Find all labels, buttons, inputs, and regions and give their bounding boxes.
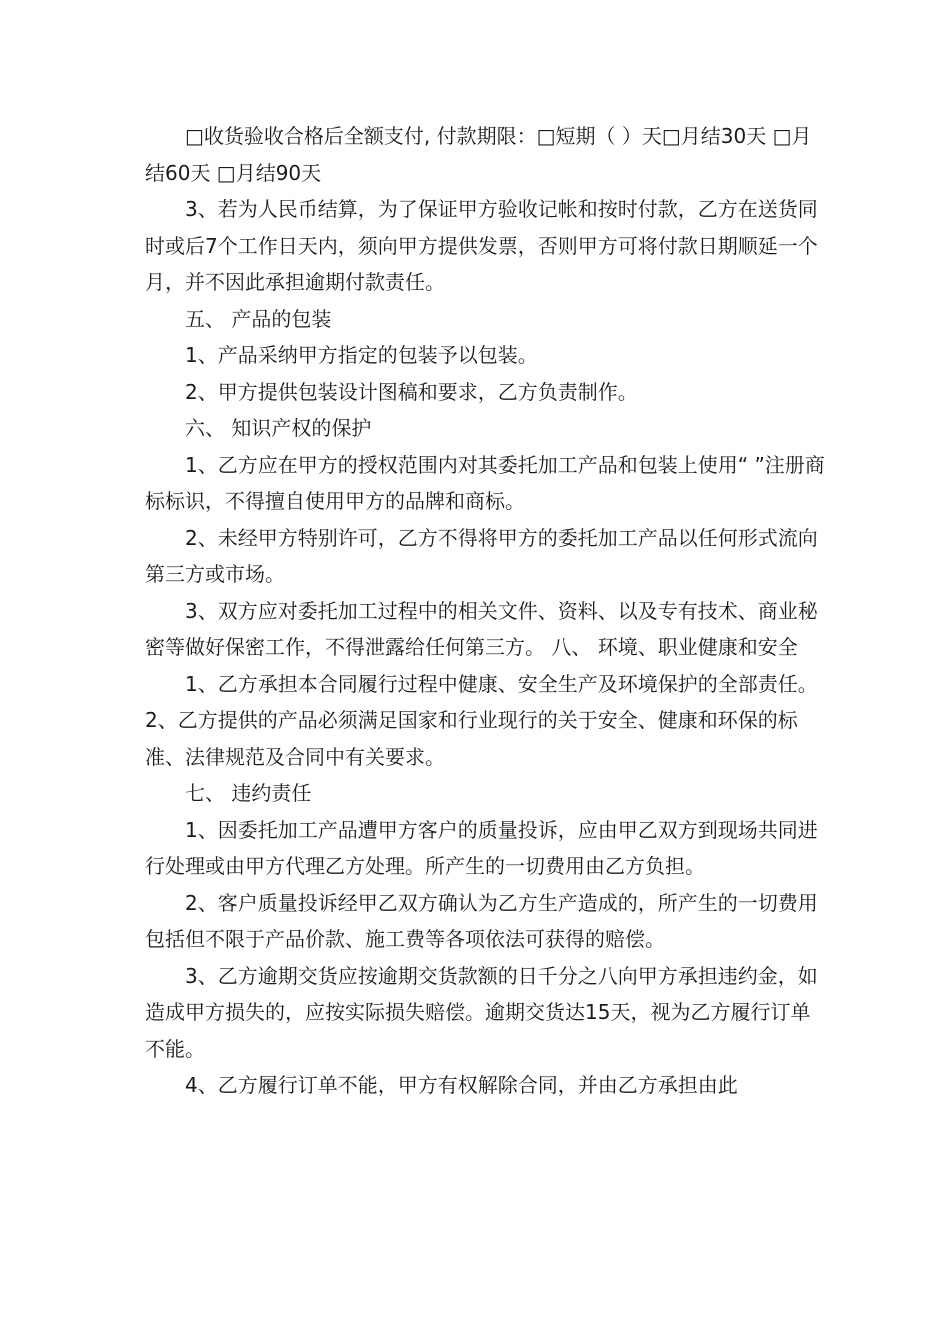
payment-terms-options: □收货验收合格后全额支付, 付款期限：□短期（ ）天□月结30天 □月结60天 □月结90天 <box>145 124 812 185</box>
clause-packaging-1: 1、产品采纳甲方指定的包装予以包装。 <box>185 343 538 367</box>
clause-liability-2: 2、客户质量投诉经甲乙双方确认为乙方生产造成的，所产生的一切费用包括但不限于产品价款、施工费等各项依法可获得的赔偿。 <box>145 890 818 951</box>
clause-liability-1: 1、因委托加工产品遭甲方客户的质量投诉，应由甲乙双方到现场共同进行处理或由甲方代理乙方处理。所产生的一切费用由乙方负担。 <box>145 817 818 878</box>
document-body <box>145 118 827 1104</box>
clause-invoice: 3、若为人民币结算，为了保证甲方验收记帐和按时付款，乙方在送货同时或后7个工作日天内，须向甲方提供发票，否则甲方可将付款日期顺延一个月，并不因此承担逾期付款责任。 <box>145 197 818 294</box>
clause-packaging-2: 2、甲方提供包装设计图稿和要求，乙方负责制作。 <box>185 379 638 404</box>
clause-ip-1: 1、乙方应在甲方的授权范围内对其委托加工产品和包装上使用“ ”注册商标标识，不得擅自使用甲方的品牌和商标。 <box>145 452 825 513</box>
clause-liability-4: 4、乙方履行订单不能，甲方有权解除合同，并由乙方承担由此 <box>185 1073 738 1097</box>
clause-ip-3: 3、双方应对委托加工过程中的相关文件、资料、以及专有技术、商业秘密等做好保密工作，不得泄露给任何第三方。 八、 环境、职业健康和安全 <box>145 598 818 659</box>
clause-ip-2: 2、未经甲方特别许可，乙方不得将甲方的委托加工产品以任何形式流向第三方或市场。 <box>145 525 818 586</box>
section-heading-ip: 六、 知识产权的保护 <box>185 416 372 440</box>
section-heading-liability: 七、 违约责任 <box>185 781 312 805</box>
clause-safety: 1、乙方承担本合同履行过程中健康、安全生产及环境保护的全部责任。 2、乙方提供的产品必须满足国家和行业现行的关于安全、健康和环保的标准、法律规范及合同中有关要求。 <box>145 671 818 769</box>
section-heading-packaging: 五、 产品的包装 <box>185 306 332 331</box>
clause-liability-3: 3、乙方逾期交货应按逾期交货款额的日千分之八向甲方承担违约金，如造成甲方损失的，应按实际损失赔偿。逾期交货达15天，视为乙方履行订单不能。 <box>145 963 818 1061</box>
